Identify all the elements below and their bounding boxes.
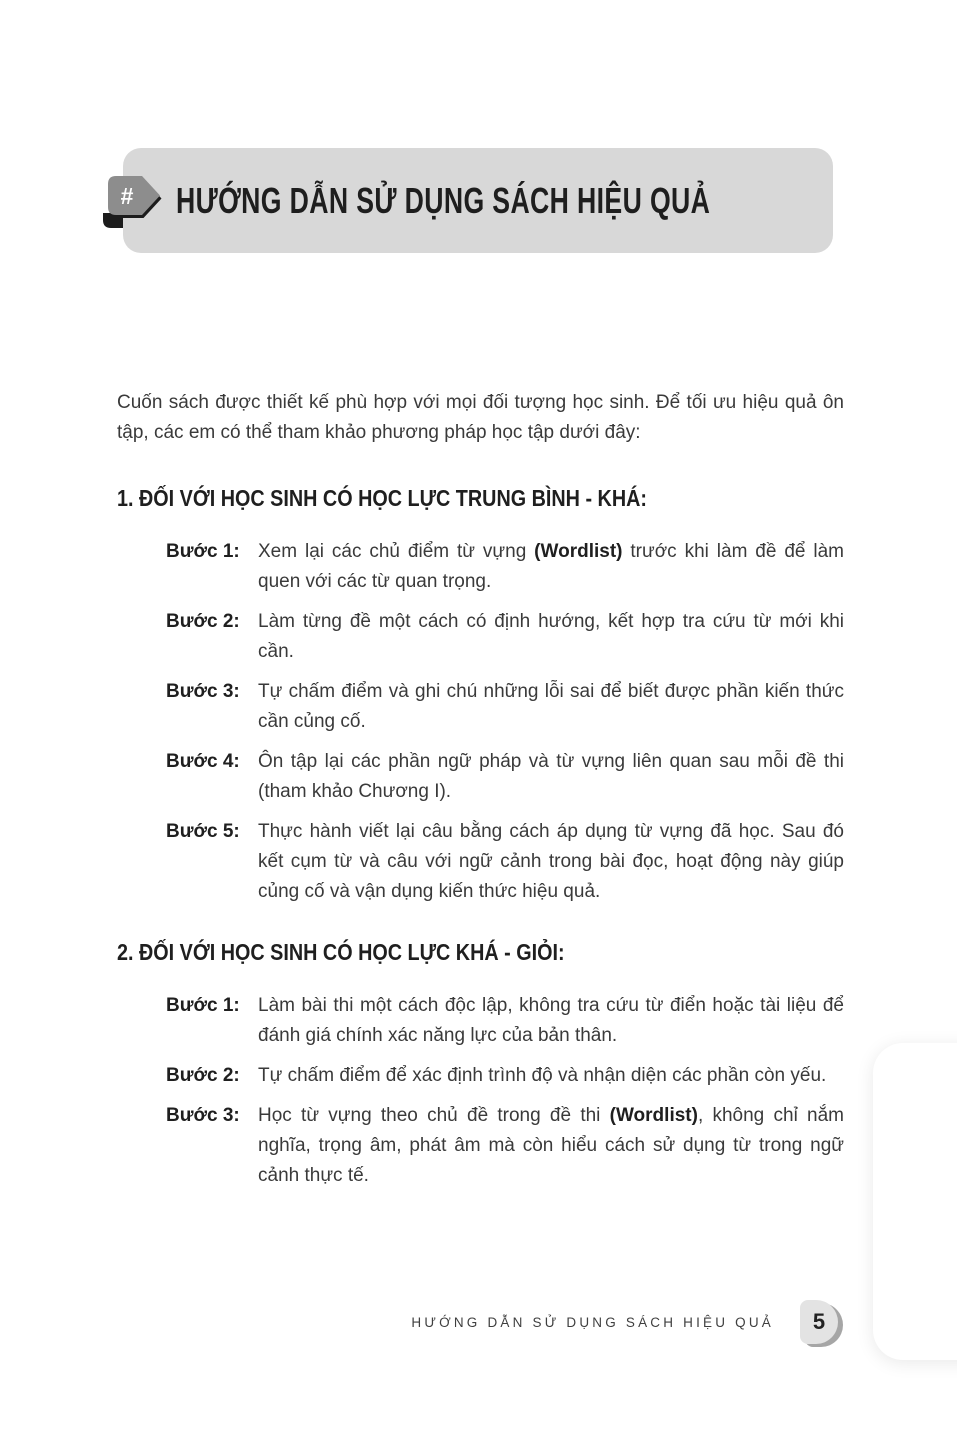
step [166,677,844,737]
page-title: HƯỚNG DẪN SỬ DỤNG SÁCH HIỆU QUẢ [176,179,711,221]
section-heading [117,939,844,969]
step-text [258,817,844,907]
step-text-segment: , không chỉ nắm nghĩa, trọng âm, phát âm mà còn hiểu cách sử dụng từ trong ngữ cảnh thực tế. [258,1105,844,1186]
step-text [258,991,844,1051]
step [166,1061,844,1091]
footer-running-title: HƯỚNG DẪN SỬ DỤNG SÁCH HIỆU QUẢ [411,1314,774,1330]
step [166,817,844,907]
step [166,537,844,597]
step-label: Bước 1: [166,995,240,1016]
step-text-segment: (Wordlist) [609,1105,698,1126]
page-number-badge [800,1300,838,1344]
steps-list [166,991,844,1191]
step-text-segment: Tự chấm điểm và ghi chú những lỗi sai để biết được phần kiến thức cần củng cố. [258,681,844,732]
page-footer [0,1300,838,1344]
step-label: Bước 2: [166,1065,240,1086]
banner-title-wrap [176,148,898,253]
step-label: Bước 2: [166,611,240,632]
step-label: Bước 4: [166,751,240,772]
step [166,1101,844,1191]
step-text-segment: trước khi làm đề để làm quen với các từ quan trọng. [258,541,844,592]
step-text-segment: Xem lại các chủ điểm từ vựng [258,541,535,562]
step-text-segment: Làm bài thi một cách độc lập, không tra cứu từ điển hoặc tài liệu để đánh giá chính xác năng lực của bản thân. [258,995,844,1046]
section [117,485,844,907]
step [166,607,844,667]
step-label: Bước 3: [166,1105,240,1126]
step-text [258,677,844,737]
step-text-segment: Ôn tập lại các phần ngữ pháp và từ vựng liên quan sau mỗi đề thi (tham khảo Chương I). [258,751,844,802]
page-content [117,388,844,1201]
step-label: Bước 5: [166,821,240,842]
page-curl-decoration [873,1043,957,1360]
section-heading-text: 2. ĐỐI VỚI HỌC SINH CÓ HỌC LỰC KHÁ - GIỎI: [117,939,565,965]
step-text [258,537,844,597]
steps-list [166,537,844,907]
step-text-segment: Làm từng đề một cách có định hướng, kết hợp tra cứu từ mới khi cần. [258,611,844,662]
step-text-segment: (Wordlist) [534,541,623,562]
section-heading-text: 1. ĐỐI VỚI HỌC SINH CÓ HỌC LỰC TRUNG BÌNH - KHÁ: [117,485,647,511]
hash-glyph: # [120,183,134,209]
intro-paragraph: Cuốn sách được thiết kế phù hợp với mọi đối tượng học sinh. Để tối ưu hiệu quả ôn tập, các em có thể tham khảo phương pháp học tập dưới đây: [117,392,844,443]
step-text [258,1101,844,1191]
sections [117,485,844,1191]
section-heading [117,485,844,515]
step [166,747,844,807]
step-text-segment: Học từ vựng theo chủ đề trong đề thi [258,1105,610,1126]
step-text [258,747,844,807]
header-banner [120,148,833,253]
step-text [258,607,844,667]
page-number: 5 [812,1309,826,1334]
step-text-segment: Thực hành viết lại câu bằng cách áp dụng từ vựng đã học. Sau đó kết cụm từ và câu với ngữ cảnh trong bài đọc, hoạt động này giúp củng cố và vận dụng kiến thức hiệu quả. [258,821,844,902]
section [117,939,844,1191]
step-text [258,1061,844,1091]
step [166,991,844,1051]
step-label: Bước 1: [166,541,240,562]
hash-tag-icon [102,176,162,228]
step-label: Bước 3: [166,681,240,702]
step-text-segment: Tự chấm điểm để xác định trình độ và nhận diện các phần còn yếu. [258,1065,827,1086]
